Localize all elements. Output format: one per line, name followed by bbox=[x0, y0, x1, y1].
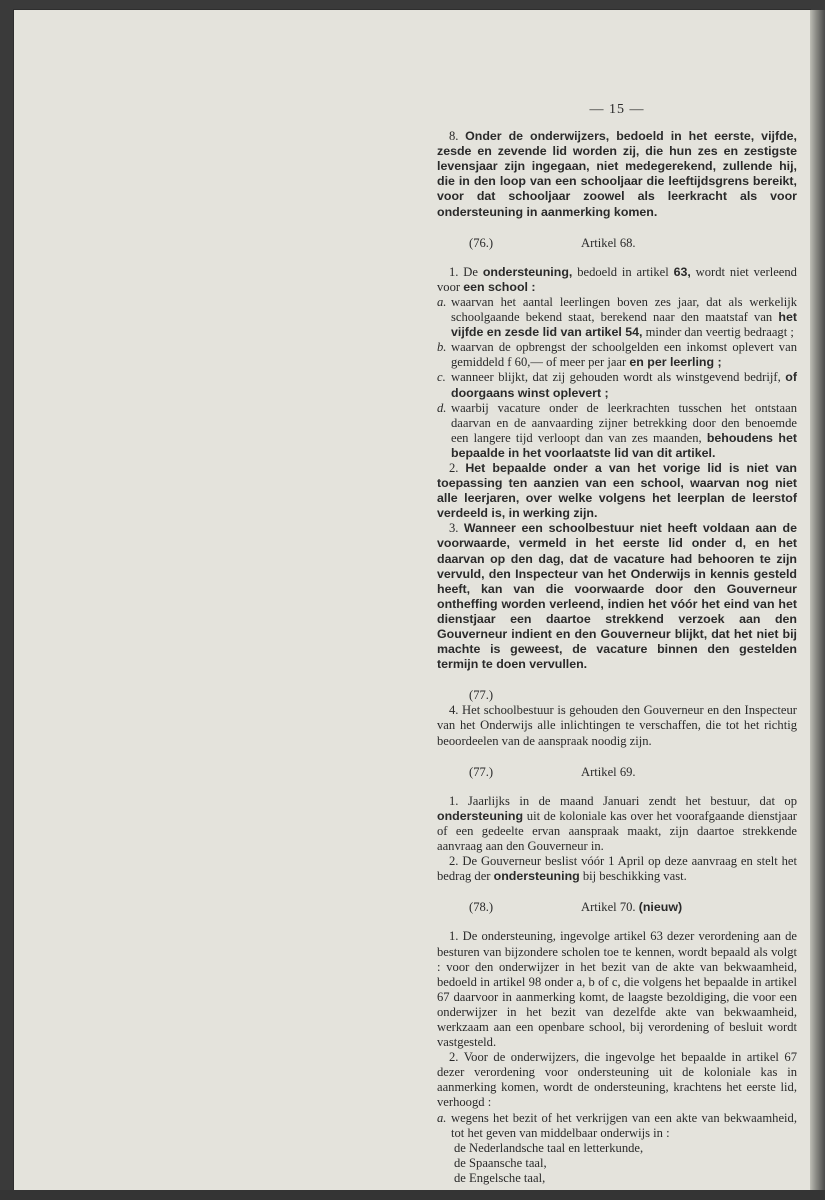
item-c-bold: of doorgaans winst oplevert ; bbox=[451, 370, 797, 400]
art69-p2-text-2: bij beschikking vast. bbox=[579, 869, 687, 884]
article-68-heading bbox=[437, 236, 797, 251]
item-d-bold: behoudens het bepaalde in het voorlaatste lid van dit artikel. bbox=[451, 430, 797, 460]
art69-p2-bold: ondersteuning bbox=[493, 869, 580, 884]
article-68-lid-1 bbox=[437, 265, 797, 295]
item-b-text: waarvan de opbrengst der schoolgelden een inkomst oplevert van gemiddeld f 60,— of meer per jaar bbox=[451, 340, 797, 370]
article-70-title-text: Artikel 70. bbox=[581, 900, 639, 915]
article-68-title: Artikel 68. bbox=[581, 235, 636, 250]
art69-p1-text-2: uit de koloniale kas over het voorafgaande dienstjaar of een gedeelte ervan aanspraak maakt, zijn daartoe strekkende aanvraag aan den Gouverneur in. bbox=[437, 808, 797, 854]
art68-p1-text-3: wordt niet verleend voor bbox=[437, 264, 797, 294]
subject-list-item: de Spaansche taal, bbox=[454, 1155, 547, 1170]
art68-p3-number: 3. bbox=[449, 521, 459, 536]
page-edge-shadow bbox=[810, 10, 825, 1200]
paragraph-8 bbox=[437, 129, 797, 220]
scan-background-bottom bbox=[0, 1190, 825, 1200]
document-page bbox=[14, 10, 810, 1190]
article-68-lid-3 bbox=[437, 521, 797, 672]
article-70-title bbox=[581, 900, 797, 915]
item-b-bold: en per leerling ; bbox=[629, 355, 722, 370]
article-68-lid-2 bbox=[437, 461, 797, 521]
article-69-lid-1 bbox=[437, 794, 797, 854]
item-b-label: b. bbox=[437, 340, 447, 355]
article-68-item-c bbox=[437, 370, 797, 400]
art70-item-a-text: wegens het bezit of het verkrijgen van een akte van bekwaamheid, tot het geven van middelbaar onderwijs in : bbox=[451, 1110, 797, 1140]
article-69-lid-2 bbox=[437, 854, 797, 884]
art68-p3-text: Wanneer een schoolbestuur niet heeft voldaan aan de voorwaarde, vermeld in het eerste lid onder d, en het daarvan op den dag, dat de vacature had behooren te zijn vervuld, den Inspecteur van het Onderwijs in kennis gesteld heeft, kan van die voorwaarde door den Gouverneur ontheffing worden verleend, indien het vóór het eind van het dienstjaar een daartoe strekkend verzoek aan den Gouverneur indient en den Gouverneur blijkt, dat het niet bij machte is geweest, de vacature binnen den gestelden termijn te doen vervullen. bbox=[437, 521, 797, 672]
art68-p1-bold-3: een school : bbox=[463, 279, 536, 294]
article-70-reference: (78.) bbox=[469, 900, 494, 915]
item-d-text: waarbij vacature onder de leerkrachten tusschen het ontstaan daarvan en de aanvaarding zijner betrekking door den benoemde een langere tijd verloopt dan van zes maanden, bbox=[451, 400, 797, 445]
item-c-text: wanneer blijkt, dat zij gehouden wordt als winstgevend bedrijf, bbox=[451, 370, 786, 385]
subject-list-item: de Nederlandsche taal en letterkunde, bbox=[454, 1140, 644, 1155]
article-68-item-d bbox=[437, 401, 797, 461]
art68-p1-bold-2: 63, bbox=[673, 264, 691, 279]
art68-p2-number: 2. bbox=[449, 460, 459, 475]
article-68-item-a bbox=[437, 295, 797, 340]
item-a-text: waarvan het aantal leerlingen boven zes jaar, dat als werkelijk schoolgaande bekend staat, berekend naar den maatstaf van bbox=[451, 294, 797, 325]
page-number: — 15 — bbox=[589, 102, 645, 117]
art68-p1-text-2: bedoeld in artikel bbox=[572, 264, 674, 279]
item-a-bold: het vijfde en zesde lid van artikel 54, bbox=[451, 310, 797, 340]
article-69-heading bbox=[437, 765, 797, 780]
article-68-item-b bbox=[437, 340, 797, 370]
art68-p2-text: Het bepaalde onder a van het vorige lid is niet van toepassing ten aanzien van een school, waarvan nog niet alle leerjaren, over welke volgens het leerplan de leerstof verdeeld is, in werking zijn. bbox=[437, 460, 798, 521]
item-c-label: c. bbox=[437, 370, 446, 385]
art68-p1-bold: ondersteuning, bbox=[482, 264, 573, 279]
subject-list-item: de Engelsche taal, bbox=[454, 1170, 546, 1185]
art69-p2-text: 2. De Gouverneur beslist vóór 1 April op deze aanvraag en stelt het bedrag der bbox=[437, 854, 797, 884]
article-70-title-new: (nieuw) bbox=[638, 900, 683, 915]
page-text-column bbox=[437, 102, 797, 1186]
paragraph-8-number: 8. bbox=[449, 129, 459, 144]
paragraph-8-text: Onder de onderwijzers, bedoeld in het eerste, vijfde, zesde en zevende lid worden zij, die hun zes en zestigste levensjaar zijn ingegaan, niet medegerekend, zullende hij, die in den loop van een schooljaar die leeftijdsgrens bereikt, voor dat schooljaar zoowel als leerkracht als voor ondersteuning in aanmerking komen. bbox=[437, 129, 797, 219]
article-69-title: Artikel 69. bbox=[581, 764, 636, 779]
item-d-label: d. bbox=[437, 400, 447, 415]
article-70-lid-1: 1. De ondersteuning, ingevolge artikel 63 dezer verordening aan de besturen van bijzondere scholen toe te kennen, wordt bepaald als volgt : voor den onderwijzer in het bezit van de akte van bekwaamheid, bedoeld in artikel 98 onder a, b of c, die volgens het bepaalde in artikel 67 daarvoor in aanmerking komt, de laagste bezoldiging, die voor een onderwijzer in het bezit van dezelfde akte van bekwaamheid, werkzaam aan een openbare school, bij verordening of besluit wordt vastgesteld. bbox=[437, 929, 797, 1050]
art70-item-a-label: a. bbox=[437, 1110, 447, 1125]
article-70-lid-2: 2. Voor de onderwijzers, die ingevolge het bepaalde in artikel 67 dezer verordening voor ondersteuning uit de koloniale kas in aanmerking komen, wordt de ondersteuning, krachtens het eerste lid, verhoogd : bbox=[437, 1050, 797, 1110]
article-68-reference: (76.) bbox=[469, 235, 494, 250]
art68-p1-text: 1. De bbox=[449, 264, 483, 279]
item-a-text-2: minder dan veertig bedraagt ; bbox=[642, 325, 794, 340]
article-68-lid-4-reference: (77.) bbox=[469, 688, 494, 703]
article-70-heading bbox=[437, 900, 797, 915]
art69-p1-text: 1. Jaarlijks in de maand Januari zendt het bestuur, dat op bbox=[449, 793, 797, 808]
article-69-reference: (77.) bbox=[469, 764, 494, 779]
art69-p1-bold: ondersteuning bbox=[437, 808, 524, 823]
article-70-item-a bbox=[437, 1111, 797, 1141]
article-68-lid-4: 4. Het schoolbestuur is gehouden den Gouverneur en den Inspecteur van het Onderwijs alle inlichtingen te verschaffen, die tot het richtig beoordeelen van de aanspraak noodig zijn. bbox=[437, 703, 797, 748]
item-a-label: a. bbox=[437, 294, 447, 309]
